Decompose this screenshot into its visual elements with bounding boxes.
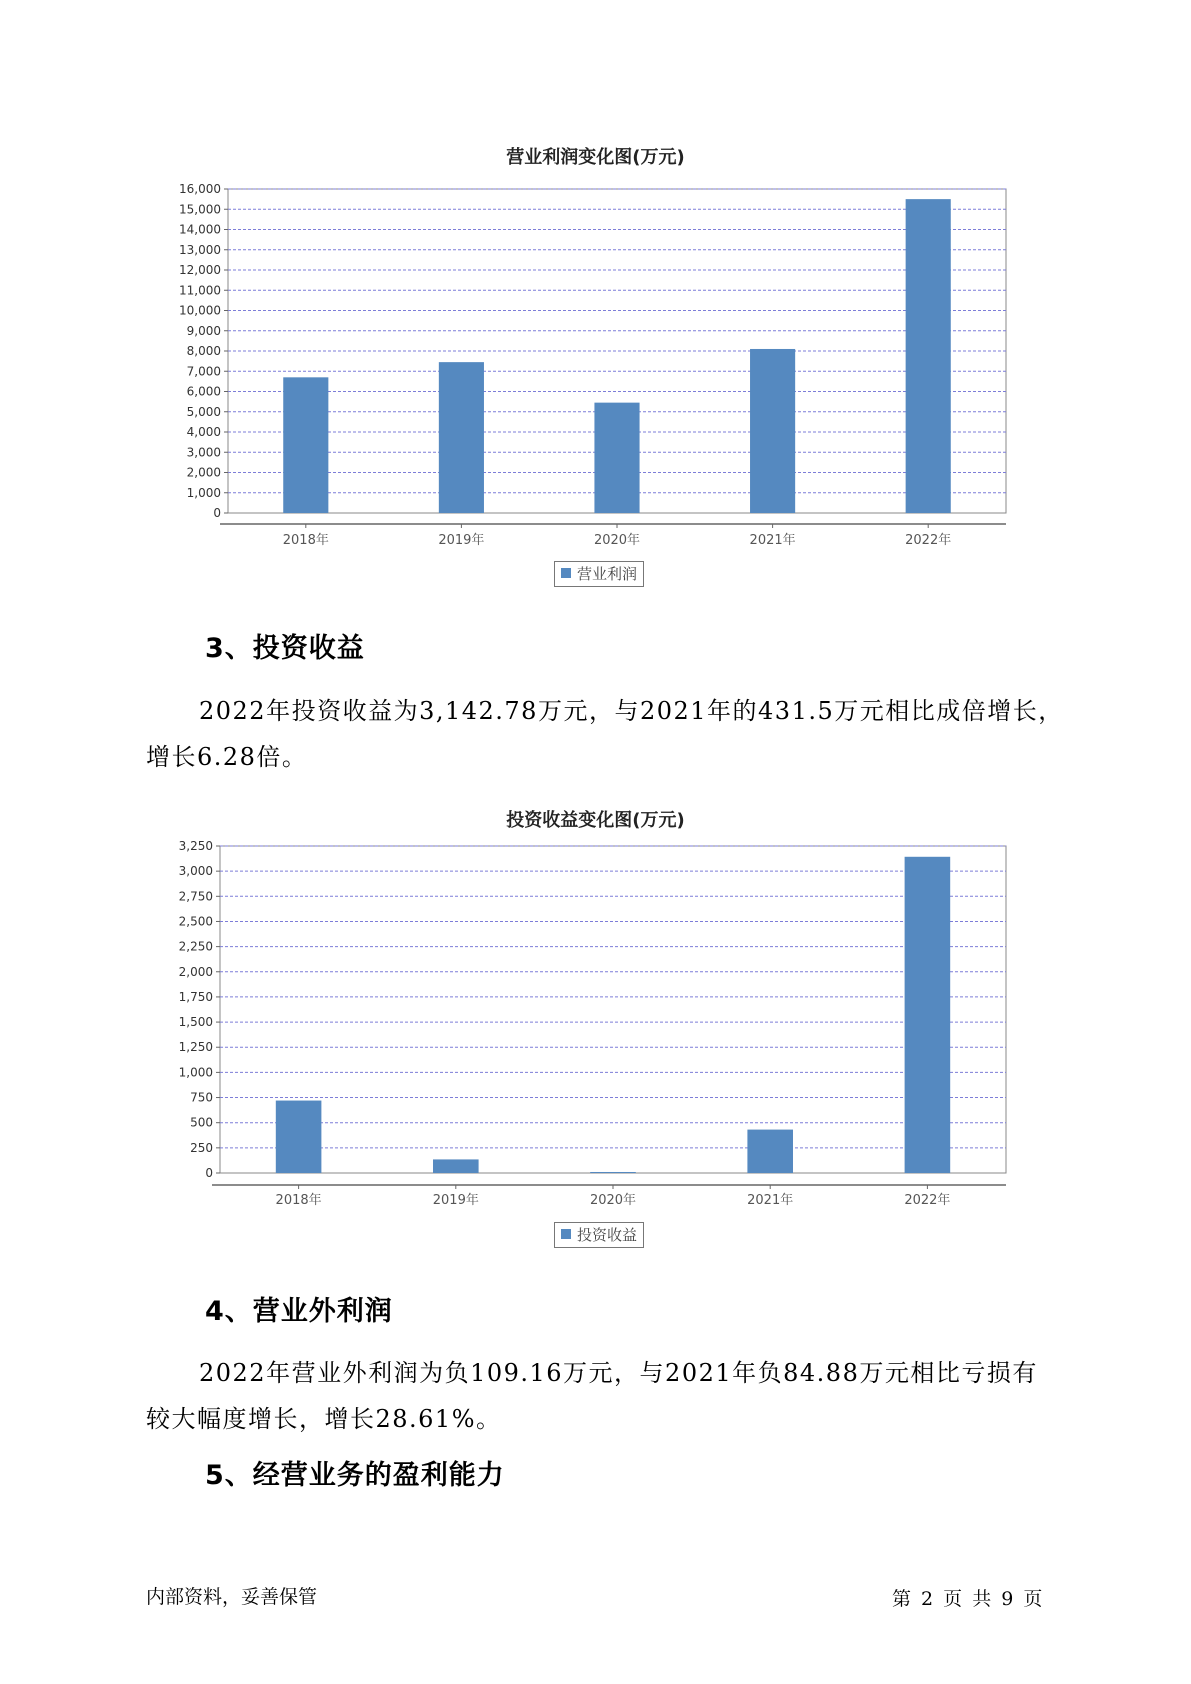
y-tick-label: 16,000 [179, 182, 221, 196]
plot-area [220, 846, 1006, 1173]
y-tick-label: 10,000 [179, 303, 221, 318]
section-4-heading: 4、营业外利润 [205, 1296, 393, 1327]
y-tick-label: 1,000 [178, 1065, 213, 1080]
y-tick-label: 14,000 [179, 222, 221, 237]
chart2-legend-label: 投资收益 [577, 1226, 638, 1244]
section-4-paragraph [146, 1350, 1086, 1442]
x-tick-label: 2021年 [749, 533, 796, 548]
y-tick-label: 11,000 [179, 283, 221, 298]
y-tick-label: 500 [190, 1115, 213, 1130]
chart2-legend [554, 1222, 644, 1248]
x-tick-label: 2018年 [275, 1193, 322, 1208]
y-tick-label: 1,250 [178, 1040, 213, 1055]
x-tick-label: 2020年 [593, 533, 641, 548]
y-tick-label: 750 [190, 1090, 213, 1105]
y-tick-label: 4,000 [186, 425, 221, 439]
x-tick-label: 2022年 [904, 1193, 951, 1208]
y-tick-label: 2,000 [178, 964, 213, 979]
y-tick-label: 2,000 [186, 465, 221, 480]
y-tick-label: 6,000 [186, 384, 221, 399]
y-tick-label: 0 [205, 1166, 213, 1180]
y-tick-label: 7,000 [186, 364, 221, 379]
legend-swatch [561, 1229, 571, 1239]
x-tick-label: 2019年 [438, 533, 485, 548]
y-tick-label: 15,000 [179, 202, 221, 217]
y-tick-label: 13,000 [179, 242, 221, 257]
section-3-line-2: 增长6.28倍。 [146, 743, 308, 771]
bar-2020年 [590, 1172, 636, 1173]
y-tick-label: 2,250 [178, 939, 213, 954]
section-4-line-1: 2022年营业外利润为负109.16万元，与2021年负84.88万元相比亏损有 [199, 1359, 1038, 1387]
y-tick-label: 12,000 [179, 263, 221, 277]
y-tick-label: 3,250 [178, 839, 213, 853]
x-tick-label: 2022年 [905, 533, 952, 548]
section-3-heading: 3、投资收益 [205, 633, 365, 664]
x-tick-label: 2019年 [432, 1193, 479, 1208]
bar-2021年 [747, 1130, 793, 1173]
bar-2018年 [276, 1101, 322, 1173]
x-tick-label: 2020年 [589, 1193, 637, 1208]
chart1-legend-label: 营业利润 [577, 565, 638, 583]
x-tick-label: 2018年 [282, 533, 329, 548]
y-tick-label: 3,000 [186, 445, 221, 460]
y-tick-label: 2,500 [178, 914, 213, 929]
y-tick-label: 1,000 [186, 485, 221, 500]
bar-2019年 [433, 1159, 479, 1173]
y-tick-label: 8,000 [186, 344, 221, 358]
y-tick-label: 1,500 [178, 1015, 213, 1030]
chart1-title: 营业利润变化图(万元) [506, 147, 685, 168]
section-3-line-1: 2022年投资收益为3,142.78万元，与2021年的431.5万元相比成倍增长， [199, 697, 1064, 725]
y-tick-label: 2,750 [178, 889, 213, 904]
footer-confidential-note: 内部资料，妥善保管 [146, 1586, 318, 1608]
chart2-title: 投资收益变化图(万元) [506, 810, 685, 831]
y-tick-label: 250 [190, 1140, 213, 1155]
footer-page-number: 第 2 页 共 9 页 [892, 1588, 1043, 1610]
bar-2022年 [905, 857, 951, 1173]
y-tick-label: 5,000 [186, 404, 221, 419]
y-tick-label: 1,750 [178, 989, 213, 1004]
section-5-heading: 5、经营业务的盈利能力 [205, 1460, 505, 1491]
y-tick-label: 3,000 [178, 864, 213, 879]
y-tick-label: 9,000 [186, 323, 221, 338]
y-tick-label: 0 [213, 506, 221, 520]
x-tick-label: 2021年 [747, 1193, 794, 1208]
section-4-line-2: 较大幅度增长，增长28.61%。 [146, 1405, 502, 1433]
